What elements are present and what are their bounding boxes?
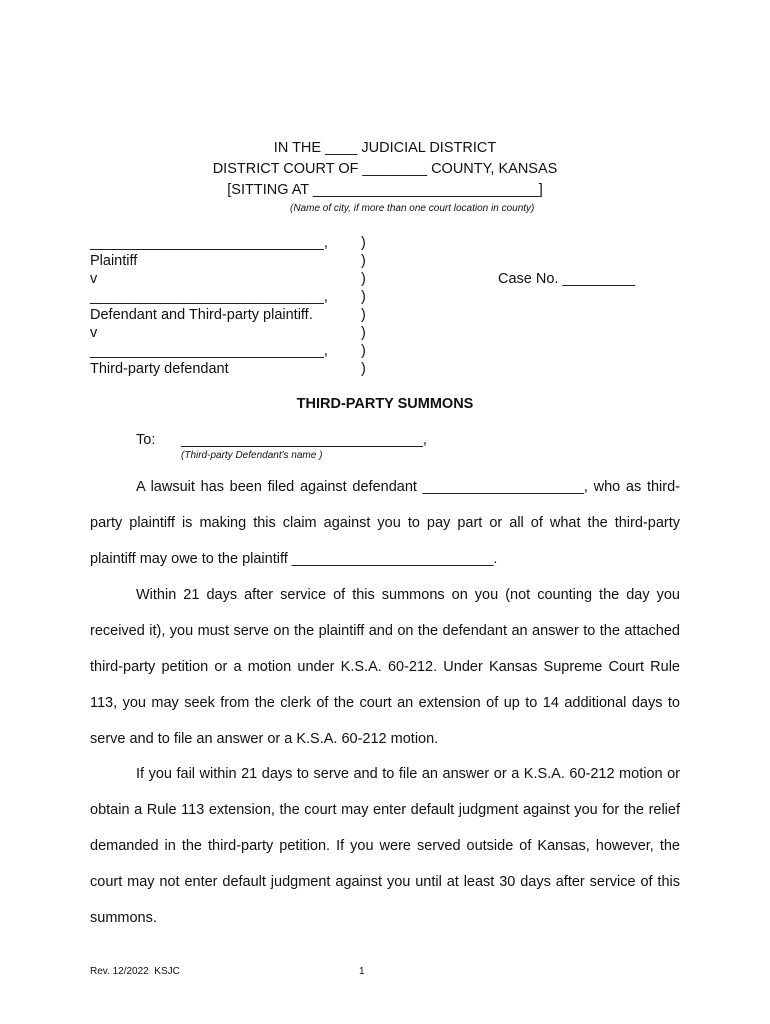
document-title: THIRD-PARTY SUMMONS bbox=[296, 396, 474, 412]
caption-paren: ) bbox=[361, 289, 366, 305]
defendant-label: Defendant and Third-party plaintiff. bbox=[90, 307, 313, 323]
recipient-name-note: (Third-party Defendant's name ) bbox=[181, 450, 323, 461]
caption-paren: ) bbox=[361, 343, 366, 359]
caption-paren: ) bbox=[361, 235, 366, 251]
case-number: Case No. _________ bbox=[498, 271, 636, 287]
versus-1: v bbox=[90, 271, 98, 287]
court-header-line-2: DISTRICT COURT OF ________ COUNTY, KANSAS bbox=[212, 161, 558, 177]
defendant-name-blank: _____________________________, bbox=[90, 289, 328, 305]
recipient-name-blank: ______________________________, bbox=[181, 432, 427, 448]
caption-paren: ) bbox=[361, 271, 366, 287]
plaintiff-label: Plaintiff bbox=[90, 253, 138, 269]
third-party-label: Third-party defendant bbox=[90, 361, 229, 377]
plaintiff-name-blank: _____________________________, bbox=[90, 235, 328, 251]
paragraph-lawsuit-notice: A lawsuit has been filed against defendant ____________________, who as third-party plaintiff is making this claim against you to pay part or all of what the third-party plaintiff may owe to the plaintiff _________________________. bbox=[90, 479, 680, 567]
page-number: 1 bbox=[359, 966, 365, 977]
paragraph-default-judgment: If you fail within 21 days to serve and to file an answer or a K.S.A. 60-212 motion or obtain a Rule 113 extension, the court may enter default judgment against you for the relief demanded in the third-party petition. If you were served outside of Kansas, however, the court may not enter default judgment against you until at least 30 days after service of this summons. bbox=[90, 766, 680, 926]
versus-2: v bbox=[90, 325, 98, 341]
caption-paren: ) bbox=[361, 253, 366, 269]
caption-paren: ) bbox=[361, 325, 366, 341]
caption-paren: ) bbox=[361, 307, 366, 323]
revision-note: Rev. 12/2022 KSJC bbox=[90, 966, 180, 977]
court-header-line-3: [SITTING AT ____________________________] bbox=[227, 182, 543, 198]
city-note: (Name of city, if more than one court location in county) bbox=[290, 203, 535, 214]
court-header-line-1: IN THE ____ JUDICIAL DISTRICT bbox=[273, 140, 497, 156]
paragraph-response-deadline: Within 21 days after service of this summons on you (not counting the day you received it), you must serve on the plaintiff and on the defendant an answer to the attached third-party petition or a motion under K.S.A. 60-212. Under Kansas Supreme Court Rule 113, you may seek from the clerk of the court an extension of up to 14 additional days to serve and to file an answer or a K.S.A. 60-212 motion. bbox=[90, 587, 680, 747]
caption-paren: ) bbox=[361, 361, 366, 377]
to-label: To: bbox=[136, 432, 156, 448]
third-party-name-blank: _____________________________, bbox=[90, 343, 328, 359]
